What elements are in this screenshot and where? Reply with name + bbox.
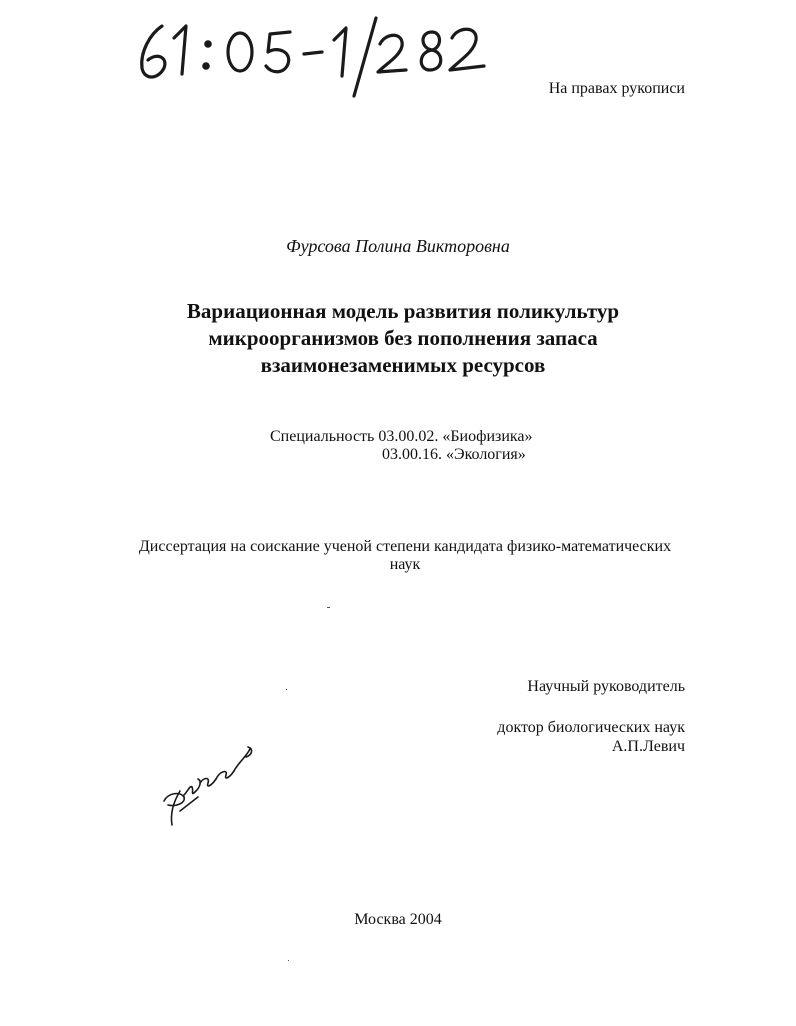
scan-speck: [288, 960, 289, 961]
city-year: Москва 2004: [354, 911, 442, 928]
dissertation-line: наук: [389, 556, 421, 573]
signature-drawing: [150, 735, 260, 830]
dissertation-statement: [100, 538, 710, 574]
dissertation-title: [130, 298, 676, 379]
advisor-degree: доктор биологических наук: [497, 719, 685, 736]
handwritten-archive-code: [128, 4, 508, 99]
specialty-line-2: 03.00.16. «Экология»: [382, 446, 526, 463]
title-line: взаимонезаменимых ресурсов: [260, 353, 546, 377]
scan-speck: [286, 689, 287, 690]
author-name: Фурсова Полина Викторовна: [286, 236, 510, 256]
dissertation-line: Диссертация на соискание ученой степени кандидата физико-математических: [138, 538, 672, 555]
title-line: микроорганизмов без пополнения запаса: [208, 326, 598, 350]
rights-notice: На правах рукописи: [548, 80, 685, 97]
advisor-name: А.П.Левич: [611, 738, 685, 755]
title-line: Вариационная модель развития поликультур: [186, 299, 620, 323]
handwritten-code-drawing: [128, 4, 508, 99]
author-signature: [150, 735, 260, 830]
advisor-label: Научный руководитель: [527, 678, 685, 695]
specialty-line-1: Специальность 03.00.02. «Биофизика»: [270, 428, 533, 445]
scan-speck: [327, 607, 330, 608]
